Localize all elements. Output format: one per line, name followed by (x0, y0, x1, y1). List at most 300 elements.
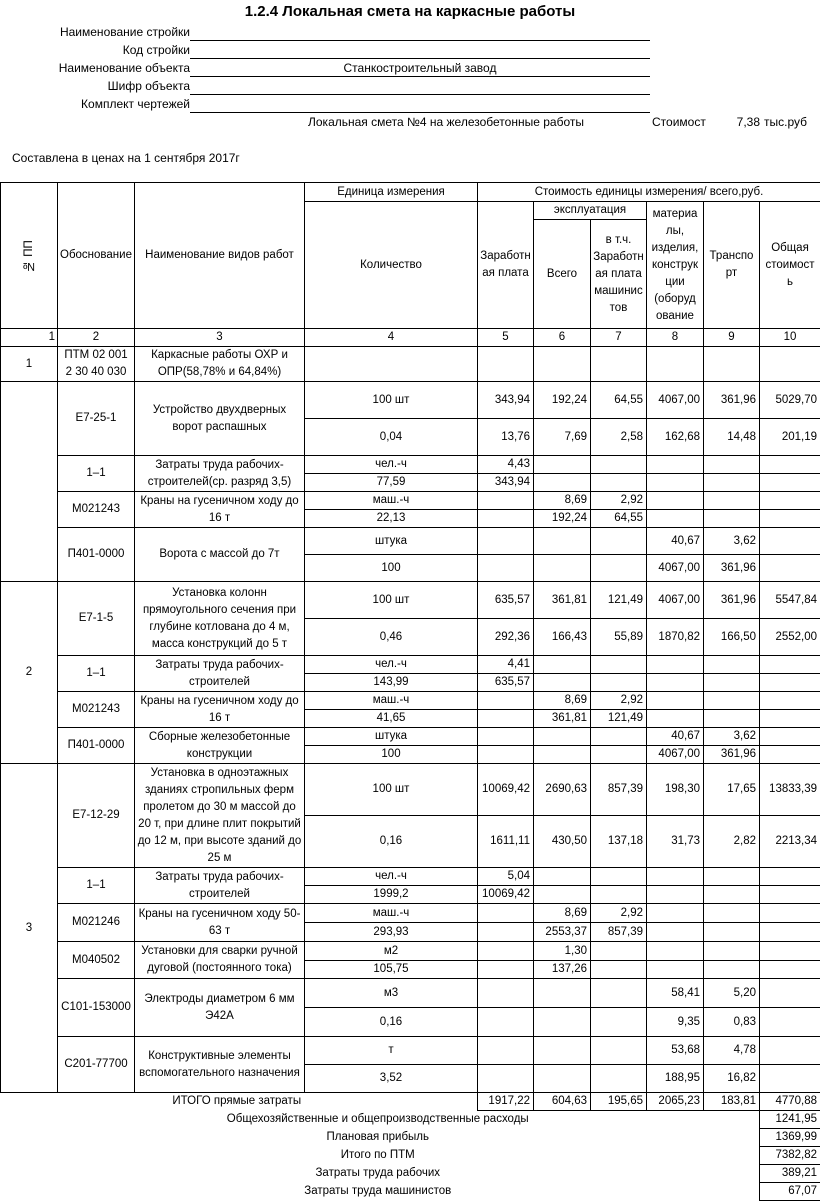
value-cell (591, 1008, 647, 1037)
summary-row (1, 1129, 820, 1147)
value-cell (647, 923, 704, 942)
unit-qty-cell: 0,16 (305, 816, 478, 868)
col-header-name: Наименование видов работ (135, 183, 305, 329)
summary-value: 1369,99 (760, 1129, 820, 1147)
table-row (1, 656, 820, 674)
value-cell (478, 555, 534, 582)
col-header-salary: Заработн ая плата (478, 202, 534, 329)
work-name-cell: Затраты труда рабочих-строителей (135, 868, 305, 904)
value-cell (647, 492, 704, 510)
value-cell (704, 961, 760, 979)
value-cell: 430,50 (534, 816, 591, 868)
work-name-cell: Электроды диаметром 6 мм Э42А (135, 979, 305, 1037)
value-cell (760, 886, 820, 904)
value-cell: 361,81 (534, 710, 591, 728)
work-name-cell: Затраты труда рабочих-строителей(ср. разряд 3,5) (135, 456, 305, 492)
work-name-cell: Установка колонн прямоугольного сечения при глубине котлована до 4 м, масса конструкций до 5 т (135, 582, 305, 656)
value-cell: 4,41 (478, 656, 534, 674)
unit-qty-cell: маш.-ч (305, 904, 478, 923)
value-cell: 166,50 (704, 619, 760, 656)
value-cell: 16,82 (704, 1065, 760, 1093)
value-cell (534, 868, 591, 886)
value-cell (760, 746, 820, 764)
basis-cell: П401-0000 (58, 728, 135, 764)
value-cell (760, 868, 820, 886)
value-cell (760, 1008, 820, 1037)
value-cell (591, 942, 647, 961)
summary-row (1, 1111, 820, 1129)
value-cell: 137,26 (534, 961, 591, 979)
col-header-exploit-salary: в т.ч. Заработн ая плата машинис тов (591, 220, 647, 329)
value-cell: 4067,00 (647, 555, 704, 582)
value-cell (478, 904, 534, 923)
value-cell (704, 656, 760, 674)
section-num-cell (1, 382, 58, 582)
value-cell: 8,69 (534, 492, 591, 510)
col-header-basis: Обоснование (58, 183, 135, 329)
value-cell (647, 961, 704, 979)
value-cell: 1870,82 (647, 619, 704, 656)
unit-qty-cell: штука (305, 728, 478, 746)
value-cell (760, 942, 820, 961)
table-row (1, 1037, 820, 1065)
unit-qty-cell: м2 (305, 942, 478, 961)
value-cell: 292,36 (478, 619, 534, 656)
value-cell: 4,78 (704, 1037, 760, 1065)
unit-qty-cell: м3 (305, 979, 478, 1008)
unit-qty-cell: штука (305, 528, 478, 555)
value-cell: 2690,63 (534, 764, 591, 816)
price-basis: Составлена в ценах на 1 сентября 2017г (12, 150, 240, 166)
value-cell (478, 1008, 534, 1037)
header-value-object: Станкостроительный завод (190, 59, 650, 77)
section-num: 3 (1, 764, 58, 1093)
basis-cell: С201-77700 (58, 1037, 135, 1093)
header-label-cipher: Шифр объекта (0, 77, 190, 95)
value-cell: 857,39 (591, 923, 647, 942)
value-cell (704, 868, 760, 886)
value-cell: 7,69 (534, 419, 591, 456)
unit-qty-cell: 0,04 (305, 419, 478, 456)
unit-qty-cell: 100 (305, 555, 478, 582)
value-cell: 10069,42 (478, 886, 534, 904)
value-cell (704, 710, 760, 728)
value-cell (591, 868, 647, 886)
value-cell (760, 528, 820, 555)
col-header-transport: Транспо рт (704, 202, 760, 329)
value-cell (647, 456, 704, 474)
value-cell (647, 510, 704, 528)
col-number: 7 (591, 329, 647, 347)
value-cell (760, 728, 820, 746)
unit-qty-cell: 100 шт (305, 382, 478, 419)
value-cell: 5547,84 (760, 582, 820, 619)
value-cell: 40,67 (647, 528, 704, 555)
summary-label: Затраты труда машинистов (1, 1183, 760, 1201)
value-cell (647, 692, 704, 710)
value-cell (534, 1008, 591, 1037)
value-cell: 162,68 (647, 419, 704, 456)
header-label-construction: Наименование стройки (0, 23, 190, 41)
basis-cell: М040502 (58, 942, 135, 979)
col-number: 3 (135, 329, 305, 347)
value-cell (478, 692, 534, 710)
summary-value: 1241,95 (760, 1111, 820, 1129)
unit-qty-cell: чел.-ч (305, 868, 478, 886)
value-cell: 635,57 (478, 582, 534, 619)
value-cell: 2,92 (591, 692, 647, 710)
direct-total-value: 2065,23 (647, 1093, 704, 1111)
basis-cell: 1–1 (58, 656, 135, 692)
value-cell (478, 728, 534, 746)
value-cell (591, 674, 647, 692)
table-row (1, 582, 820, 619)
value-cell (591, 1037, 647, 1065)
value-cell (591, 961, 647, 979)
value-cell (760, 656, 820, 674)
direct-total-value: 195,65 (591, 1093, 647, 1111)
value-cell (478, 1065, 534, 1093)
value-cell (704, 904, 760, 923)
summary-label: Затраты труда рабочих (1, 1165, 760, 1183)
value-cell: 166,43 (534, 619, 591, 656)
value-cell: 188,95 (647, 1065, 704, 1093)
table-row (1, 979, 820, 1008)
value-cell: 343,94 (478, 474, 534, 492)
value-cell (647, 656, 704, 674)
unit-qty-cell: 1999,2 (305, 886, 478, 904)
value-cell: 4,43 (478, 456, 534, 474)
cell (305, 347, 478, 382)
work-name-cell: Краны на гусеничном ходу до 16 т (135, 492, 305, 528)
value-cell: 13833,39 (760, 764, 820, 816)
col-header-materials: материа лы, изделия, конструк ции (оборуд ование (647, 202, 704, 329)
smeta-name: Локальная смета №4 на железобетонные работы (308, 114, 584, 130)
header-label-code: Код стройки (0, 41, 190, 59)
value-cell: 3,62 (704, 528, 760, 555)
value-cell: 2,92 (591, 492, 647, 510)
underline (190, 40, 650, 41)
direct-total-row (1, 1093, 820, 1111)
value-cell (704, 474, 760, 492)
unit-qty-cell: 0,16 (305, 1008, 478, 1037)
value-cell: 2213,34 (760, 816, 820, 868)
value-cell (478, 1037, 534, 1065)
value-cell: 2,82 (704, 816, 760, 868)
summary-label: Итого по ПТМ (1, 1147, 760, 1165)
basis-cell: М021243 (58, 692, 135, 728)
value-cell (478, 492, 534, 510)
unit-qty-cell: 77,59 (305, 474, 478, 492)
section-basis: ПТМ 02 001 2 30 40 030 (58, 347, 135, 382)
value-cell: 13,76 (478, 419, 534, 456)
table-row (1, 942, 820, 961)
unit-qty-cell: 3,52 (305, 1065, 478, 1093)
value-cell (760, 474, 820, 492)
value-cell: 635,57 (478, 674, 534, 692)
work-name-cell: Краны на гусеничном ходу до 16 т (135, 692, 305, 728)
value-cell: 192,24 (534, 510, 591, 528)
value-cell: 5,20 (704, 979, 760, 1008)
value-cell: 8,69 (534, 692, 591, 710)
table-row (1, 492, 820, 510)
value-cell: 0,83 (704, 1008, 760, 1037)
value-cell (647, 868, 704, 886)
col-header-exploit-total: Всего (534, 220, 591, 329)
value-cell (591, 728, 647, 746)
value-cell (760, 710, 820, 728)
value-cell: 137,18 (591, 816, 647, 868)
cost-label: Стоимост (652, 114, 706, 130)
value-cell (704, 456, 760, 474)
value-cell: 1,30 (534, 942, 591, 961)
value-cell (478, 510, 534, 528)
header-label-object: Наименование объекта (0, 59, 190, 77)
value-cell (760, 456, 820, 474)
value-cell (647, 674, 704, 692)
cost-unit: тыс.руб (764, 114, 807, 130)
summary-row (1, 1183, 820, 1201)
value-cell: 2552,00 (760, 619, 820, 656)
value-cell: 201,19 (760, 419, 820, 456)
value-cell (647, 474, 704, 492)
basis-cell: Е7-12-29 (58, 764, 135, 868)
section-name: Каркасные работы ОХР и ОПР(58,78% и 64,84%) (135, 347, 305, 382)
value-cell (704, 510, 760, 528)
unit-qty-cell: т (305, 1037, 478, 1065)
value-cell (478, 710, 534, 728)
value-cell (591, 886, 647, 904)
value-cell (534, 528, 591, 555)
value-cell (591, 656, 647, 674)
value-cell: 8,69 (534, 904, 591, 923)
page-title: 1.2.4 Локальная смета на каркасные работы (0, 0, 820, 24)
basis-cell: М021246 (58, 904, 135, 942)
table-row (1, 692, 820, 710)
value-cell: 64,55 (591, 510, 647, 528)
value-cell: 3,62 (704, 728, 760, 746)
col-number: 8 (647, 329, 704, 347)
value-cell: 14,48 (704, 419, 760, 456)
underline (190, 94, 650, 95)
unit-qty-cell: маш.-ч (305, 492, 478, 510)
value-cell: 361,81 (534, 582, 591, 619)
value-cell (478, 979, 534, 1008)
value-cell: 2,58 (591, 419, 647, 456)
value-cell (704, 942, 760, 961)
value-cell (534, 555, 591, 582)
value-cell: 4067,00 (647, 382, 704, 419)
basis-cell: П401-0000 (58, 528, 135, 582)
summary-row (1, 1147, 820, 1165)
value-cell (647, 904, 704, 923)
col-number: 6 (534, 329, 591, 347)
value-cell: 361,96 (704, 582, 760, 619)
basis-cell: 1–1 (58, 456, 135, 492)
direct-total-value: 1917,22 (478, 1093, 534, 1111)
col-number: 10 (760, 329, 820, 347)
unit-qty-cell: 100 шт (305, 764, 478, 816)
value-cell (647, 942, 704, 961)
summary-value: 7382,82 (760, 1147, 820, 1165)
direct-total-label: ИТОГО прямые затраты (1, 1093, 478, 1111)
basis-cell: С101-153000 (58, 979, 135, 1037)
value-cell (591, 456, 647, 474)
unit-qty-cell: чел.-ч (305, 656, 478, 674)
value-cell: 53,68 (647, 1037, 704, 1065)
col-header-num: № ПП (1, 183, 58, 329)
value-cell (591, 555, 647, 582)
value-cell (760, 1065, 820, 1093)
value-cell (534, 474, 591, 492)
col-number: 4 (305, 329, 478, 347)
value-cell: 4067,00 (647, 582, 704, 619)
summary-label: Общехозяйственные и общепроизводственные расходы (1, 1111, 760, 1129)
value-cell (647, 886, 704, 904)
unit-qty-cell: 0,46 (305, 619, 478, 656)
unit-qty-cell: 105,75 (305, 961, 478, 979)
value-cell: 5029,70 (760, 382, 820, 419)
value-cell: 121,49 (591, 710, 647, 728)
table-row (1, 528, 820, 555)
value-cell: 55,89 (591, 619, 647, 656)
col-header-qty: Количество (305, 202, 478, 329)
cost-value: 7,38 (708, 114, 760, 130)
value-cell (760, 555, 820, 582)
value-cell (704, 692, 760, 710)
unit-qty-cell: 100 (305, 746, 478, 764)
direct-total-value: 4770,88 (760, 1093, 820, 1111)
value-cell (760, 923, 820, 942)
summary-value: 67,07 (760, 1183, 820, 1201)
unit-qty-cell: 143,99 (305, 674, 478, 692)
value-cell (591, 746, 647, 764)
value-cell (478, 961, 534, 979)
col-header-unit-group: Единица измерения (305, 183, 478, 202)
value-cell (760, 961, 820, 979)
value-cell (591, 528, 647, 555)
value-cell: 2,92 (591, 904, 647, 923)
col-number: 5 (478, 329, 534, 347)
unit-qty-cell: 293,93 (305, 923, 478, 942)
basis-cell: 1–1 (58, 868, 135, 904)
summary-row (1, 1165, 820, 1183)
table-row (1, 456, 820, 474)
table-row (1, 382, 820, 419)
value-cell (704, 674, 760, 692)
cell (591, 347, 647, 382)
work-name-cell: Устройство двухдверных ворот распашных (135, 382, 305, 456)
value-cell: 40,67 (647, 728, 704, 746)
value-cell (704, 886, 760, 904)
value-cell (760, 492, 820, 510)
work-name-cell: Установка в одноэтажных зданиях стропильных ферм пролетом до 30 м массой до 20 т, при длине плит покрытий до 12 м, при высоте зданий до 25 м (135, 764, 305, 868)
col-number: 1 (1, 329, 58, 347)
value-cell: 343,94 (478, 382, 534, 419)
col-header-exploit: эксплуатация (534, 202, 647, 220)
value-cell: 10069,42 (478, 764, 534, 816)
direct-total-value: 604,63 (534, 1093, 591, 1111)
value-cell (478, 923, 534, 942)
value-cell: 5,04 (478, 868, 534, 886)
value-cell (534, 886, 591, 904)
value-cell: 2553,37 (534, 923, 591, 942)
value-cell (760, 1037, 820, 1065)
section-num: 2 (1, 582, 58, 764)
value-cell: 121,49 (591, 582, 647, 619)
summary-value: 389,21 (760, 1165, 820, 1183)
basis-cell: Е7-25-1 (58, 382, 135, 456)
value-cell (760, 510, 820, 528)
work-name-cell: Ворота с массой до 7т (135, 528, 305, 582)
value-cell (647, 710, 704, 728)
value-cell: 31,73 (647, 816, 704, 868)
value-cell (478, 942, 534, 961)
value-cell (534, 456, 591, 474)
table-row (1, 904, 820, 923)
underline (190, 112, 650, 113)
cell (647, 347, 704, 382)
cell (760, 347, 820, 382)
value-cell (704, 492, 760, 510)
basis-cell: М021243 (58, 492, 135, 528)
value-cell (534, 1065, 591, 1093)
summary-label: Плановая прибыль (1, 1129, 760, 1147)
value-cell (760, 979, 820, 1008)
value-cell: 361,96 (704, 746, 760, 764)
value-cell (478, 746, 534, 764)
col-header-cost-group: Стоимость единицы измерения/ всего,руб. (478, 183, 820, 202)
value-cell: 361,96 (704, 555, 760, 582)
cell (478, 347, 534, 382)
value-cell (760, 692, 820, 710)
value-cell (478, 528, 534, 555)
table-row (1, 868, 820, 886)
estimate-table (0, 182, 820, 1201)
value-cell (534, 674, 591, 692)
table-row (1, 764, 820, 816)
unit-qty-cell: маш.-ч (305, 692, 478, 710)
col-number: 9 (704, 329, 760, 347)
value-cell: 58,41 (647, 979, 704, 1008)
cell (534, 347, 591, 382)
value-cell (760, 674, 820, 692)
value-cell: 857,39 (591, 764, 647, 816)
value-cell: 9,35 (647, 1008, 704, 1037)
value-cell (534, 1037, 591, 1065)
col-header-total: Общая стоимост ь (760, 202, 820, 329)
cell (704, 347, 760, 382)
value-cell: 64,55 (591, 382, 647, 419)
header-label-drawings: Комплект чертежей (0, 95, 190, 113)
value-cell (704, 923, 760, 942)
value-cell (534, 728, 591, 746)
value-cell (534, 656, 591, 674)
work-name-cell: Затраты труда рабочих-строителей (135, 656, 305, 692)
unit-qty-cell: 41,65 (305, 710, 478, 728)
basis-cell: Е7-1-5 (58, 582, 135, 656)
unit-qty-cell: 100 шт (305, 582, 478, 619)
section-num: 1 (1, 347, 58, 382)
unit-qty-cell: 22,13 (305, 510, 478, 528)
value-cell (591, 1065, 647, 1093)
value-cell (534, 746, 591, 764)
col-number: 2 (58, 329, 135, 347)
value-cell: 4067,00 (647, 746, 704, 764)
work-name-cell: Установки для сварки ручной дуговой (постоянного тока) (135, 942, 305, 979)
value-cell (760, 904, 820, 923)
direct-total-value: 183,81 (704, 1093, 760, 1111)
